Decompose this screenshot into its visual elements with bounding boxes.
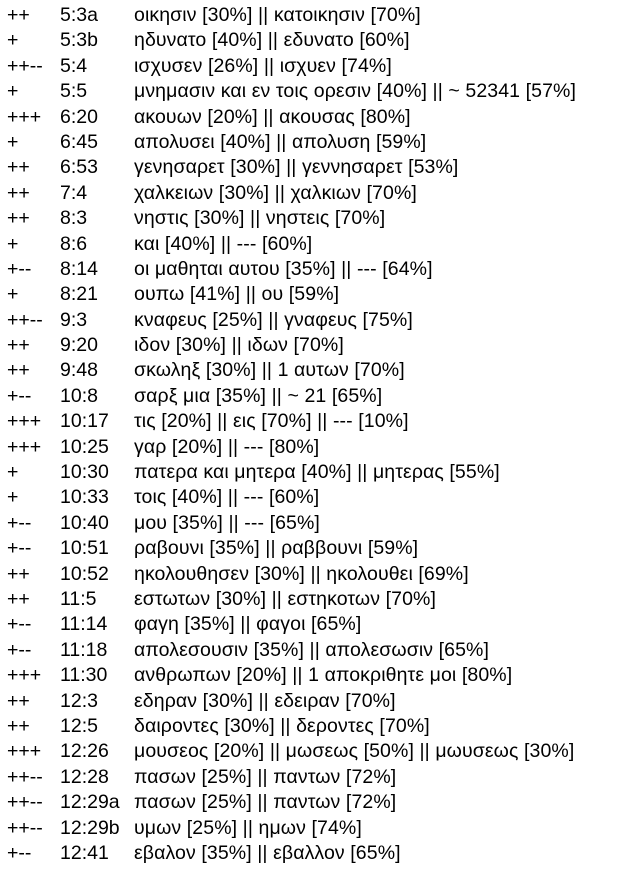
verse-reference: 11:14 <box>60 613 108 636</box>
list-item <box>0 282 639 307</box>
verse-reference: 10:17 <box>60 410 109 433</box>
significance-marker: ++-- <box>7 54 43 77</box>
list-item <box>0 790 639 815</box>
significance-marker: + <box>7 486 19 509</box>
verse-reference: 9:48 <box>60 359 98 382</box>
verse-reference: 9:20 <box>60 334 98 357</box>
variant-readings: δαιροντες [30%] || δεροντες [70%] <box>134 714 430 737</box>
list-item <box>0 28 639 53</box>
variant-readings: κναφευς [25%] || γναφευς [75%] <box>134 308 413 331</box>
significance-marker: ++ <box>7 207 30 230</box>
list-item <box>0 181 639 206</box>
list-item <box>0 816 639 841</box>
variant-readings: μνημασιν και εν τοις ορεσιν [40%] || ~ 52341 [57%] <box>134 80 576 103</box>
verse-reference: 6:20 <box>60 105 98 128</box>
significance-marker: +-- <box>7 257 32 280</box>
variant-readings: πατερα και μητερα [40%] || μητερας [55%] <box>134 461 500 484</box>
significance-marker: ++ <box>7 4 30 26</box>
list-item <box>0 257 639 282</box>
list-item <box>0 841 639 866</box>
significance-marker: +++ <box>7 410 42 433</box>
variant-readings: υμων [25%] || ημων [74%] <box>134 816 362 839</box>
variant-readings: και [40%] || --- [60%] <box>134 232 313 255</box>
variant-readings: πασων [25%] || παντων [72%] <box>134 791 397 814</box>
significance-marker: + <box>7 461 19 484</box>
verse-reference: 7:4 <box>60 181 88 204</box>
variant-readings: χαλκειων [30%] || χαλκιων [70%] <box>134 181 417 204</box>
significance-marker: +-- <box>7 841 32 864</box>
variant-readings: απολεσουσιν [35%] || απολεσωσιν [65%] <box>134 638 490 661</box>
list-item <box>0 663 639 688</box>
significance-marker: + <box>7 80 19 103</box>
verse-reference: 12:5 <box>60 714 98 737</box>
list-item <box>0 130 639 155</box>
significance-marker: +++ <box>7 740 42 763</box>
verse-reference: 11:30 <box>60 664 108 687</box>
verse-reference: 10:52 <box>60 562 109 585</box>
list-item <box>0 206 639 231</box>
list-item <box>0 460 639 485</box>
list-item <box>0 511 639 536</box>
variant-readings: εβαλον [35%] || εβαλλον [65%] <box>134 841 401 864</box>
significance-marker: ++-- <box>7 765 43 788</box>
verse-reference: 12:41 <box>60 841 109 864</box>
list-item <box>0 384 639 409</box>
variant-readings: απολυσει [40%] || απολυση [59%] <box>134 130 427 153</box>
verse-reference: 6:45 <box>60 130 98 153</box>
variant-readings: ισχυσεν [26%] || ισχυεν [74%] <box>134 54 392 77</box>
significance-marker: ++ <box>7 181 30 204</box>
list-item <box>0 562 639 587</box>
variant-readings: οι μαθηται αυτου [35%] || --- [64%] <box>134 257 433 280</box>
variant-readings: φαγη [35%] || φαγοι [65%] <box>134 613 362 636</box>
verse-reference: 12:29b <box>60 816 120 839</box>
significance-marker: + <box>7 130 19 153</box>
variant-readings: εδηραν [30%] || εδειραν [70%] <box>134 689 396 712</box>
list-item <box>0 3 639 28</box>
verse-reference: 10:51 <box>60 537 109 560</box>
significance-marker: ++-- <box>7 816 43 839</box>
significance-marker: ++ <box>7 689 30 712</box>
verse-reference: 10:8 <box>60 384 98 407</box>
verse-reference: 12:26 <box>60 740 109 763</box>
list-item <box>0 358 639 383</box>
verse-reference: 9:3 <box>60 308 88 331</box>
significance-marker: ++ <box>7 156 30 179</box>
variant-readings: ακουων [20%] || ακουσας [80%] <box>134 105 411 128</box>
list-item <box>0 435 639 460</box>
verse-reference: 6:53 <box>60 156 98 179</box>
significance-marker: + <box>7 232 19 255</box>
list-item <box>0 308 639 333</box>
variant-readings: ουπω [41%] || ου [59%] <box>134 283 340 306</box>
significance-marker: ++-- <box>7 791 43 814</box>
significance-marker: +-- <box>7 613 32 636</box>
verse-reference: 11:5 <box>60 587 97 610</box>
list-item <box>0 638 639 663</box>
verse-reference: 8:6 <box>60 232 88 255</box>
significance-marker: ++ <box>7 562 30 585</box>
list-item <box>0 587 639 612</box>
variant-readings: γενησαρετ [30%] || γεννησαρετ [53%] <box>134 156 459 179</box>
list-item <box>0 739 639 764</box>
verse-reference: 12:28 <box>60 765 109 788</box>
list-item <box>0 536 639 561</box>
list-item <box>0 105 639 130</box>
variant-readings: μουσεος [20%] || μωσεως [50%] || μωυσεως [30%] <box>134 740 575 763</box>
significance-marker: +-- <box>7 537 32 560</box>
list-item <box>0 79 639 104</box>
verse-reference: 12:3 <box>60 689 98 712</box>
variant-readings: μου [35%] || --- [65%] <box>134 511 320 534</box>
verse-reference: 5:3a <box>60 4 98 26</box>
verse-reference: 5:4 <box>60 54 88 77</box>
variant-readings: ηκολουθησεν [30%] || ηκολουθει [69%] <box>134 562 469 585</box>
list-item <box>0 714 639 739</box>
verse-reference: 10:30 <box>60 461 109 484</box>
significance-marker: +++ <box>7 664 42 687</box>
list-item <box>0 232 639 257</box>
significance-marker: +-- <box>7 384 32 407</box>
variant-readings: γαρ [20%] || --- [80%] <box>134 435 320 458</box>
significance-marker: + <box>7 29 19 52</box>
significance-marker: +-- <box>7 511 32 534</box>
list-item <box>0 485 639 510</box>
verse-reference: 12:29a <box>60 791 120 814</box>
variant-readings: νηστις [30%] || νηστεις [70%] <box>134 207 386 230</box>
list-item <box>0 765 639 790</box>
verse-reference: 8:14 <box>60 257 98 280</box>
verse-reference: 5:5 <box>60 80 88 103</box>
verse-reference: 10:33 <box>60 486 109 509</box>
list-item <box>0 612 639 637</box>
list-item <box>0 155 639 180</box>
variant-readings: πασων [25%] || παντων [72%] <box>134 765 397 788</box>
significance-marker: +++ <box>7 435 42 458</box>
verse-reference: 11:18 <box>60 638 108 661</box>
variant-readings: εστωτων [30%] || εστηκοτων [70%] <box>134 587 436 610</box>
significance-marker: ++-- <box>7 308 43 331</box>
verse-reference: 8:3 <box>60 207 88 230</box>
variant-readings: τις [20%] || εις [70%] || --- [10%] <box>134 410 409 433</box>
variant-readings: οικησιν [30%] || κατοικησιν [70%] <box>134 4 421 26</box>
variant-readings: ραβουνι [35%] || ραββουνι [59%] <box>134 537 419 560</box>
significance-marker: +++ <box>7 105 42 128</box>
list-item <box>0 689 639 714</box>
variant-readings: σαρξ μια [35%] || ~ 21 [65%] <box>134 384 383 407</box>
list-item <box>0 54 639 79</box>
variant-readings: ιδον [30%] || ιδων [70%] <box>134 334 344 357</box>
significance-marker: ++ <box>7 714 30 737</box>
list-item <box>0 333 639 358</box>
significance-marker: ++ <box>7 334 30 357</box>
significance-marker: +-- <box>7 638 32 661</box>
verse-reference: 5:3b <box>60 29 98 52</box>
verse-reference: 10:25 <box>60 435 109 458</box>
variant-readings: τοις [40%] || --- [60%] <box>134 486 320 509</box>
significance-marker: + <box>7 283 19 306</box>
significance-marker: ++ <box>7 359 30 382</box>
variant-readings: ηδυνατο [40%] || εδυνατο [60%] <box>134 29 410 52</box>
verse-reference: 8:21 <box>60 283 98 306</box>
variant-readings: σκωληξ [30%] || 1 αυτων [70%] <box>134 359 405 382</box>
variant-readings: ανθρωπων [20%] || 1 αποκριθητε μοι [80%] <box>134 664 513 687</box>
verse-reference: 10:40 <box>60 511 109 534</box>
list-item <box>0 409 639 434</box>
significance-marker: ++ <box>7 587 30 610</box>
